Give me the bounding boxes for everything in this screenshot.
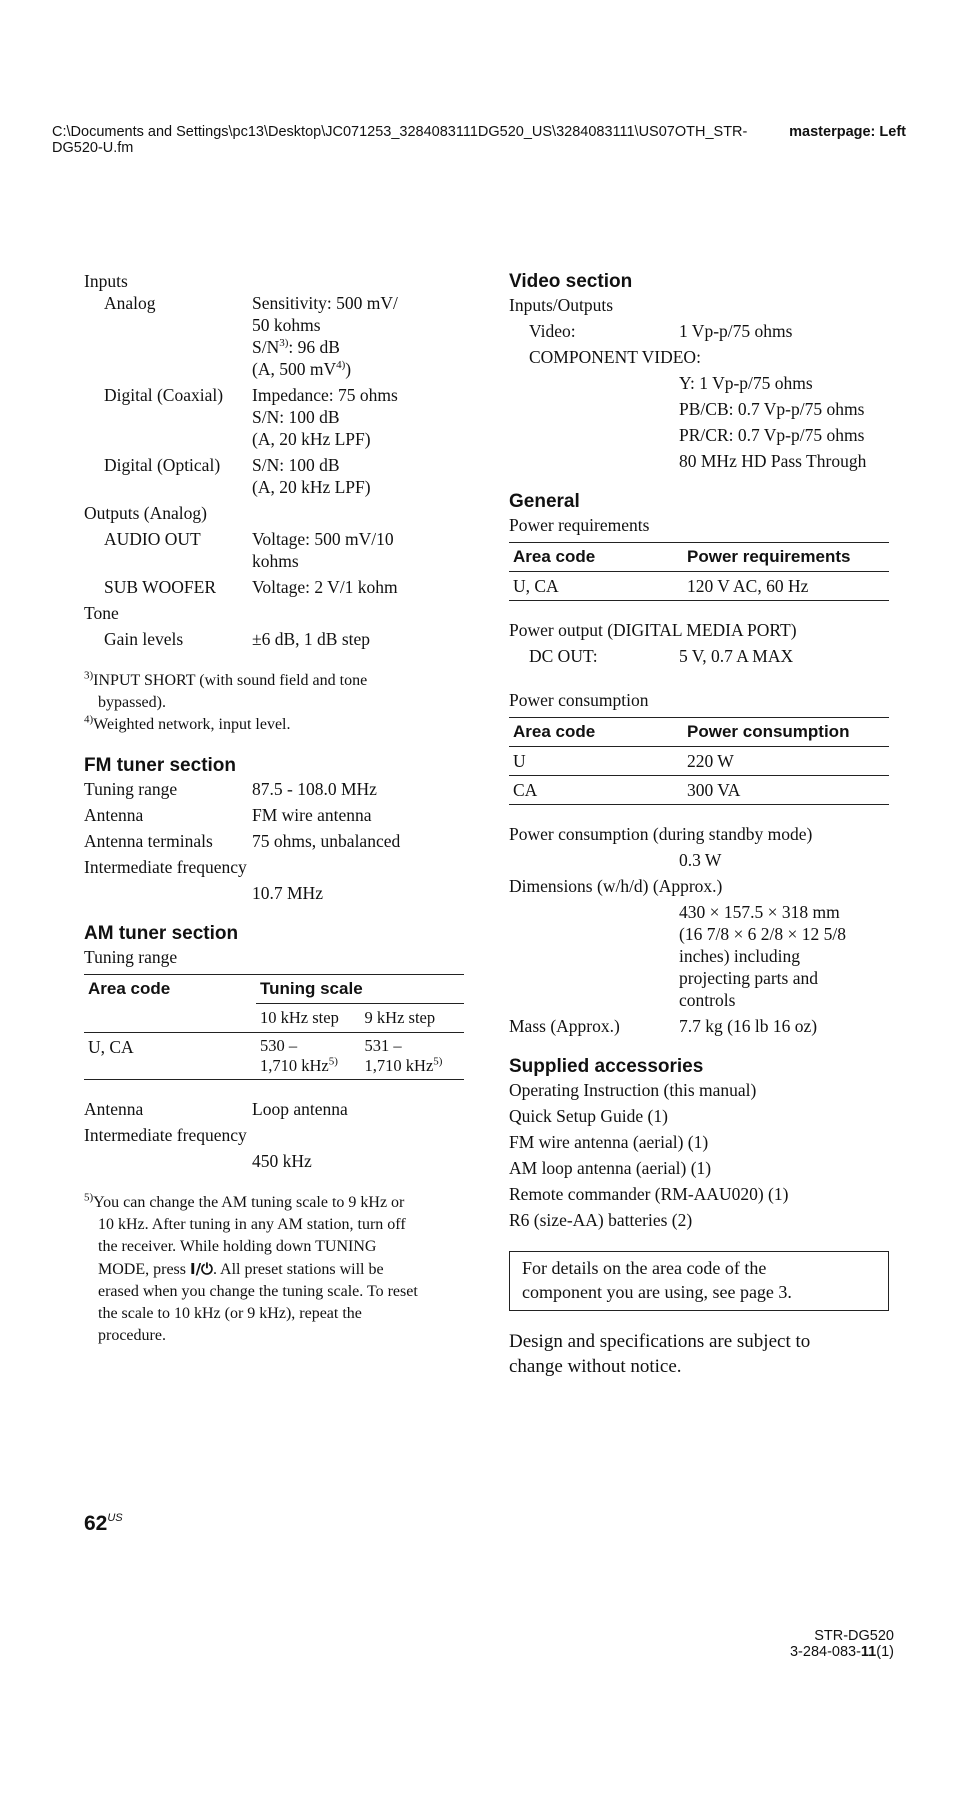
spec-value: Loop antenna (252, 1099, 348, 1119)
spec-row-fm-antenna (84, 804, 464, 826)
spec-label: Tuning range (84, 779, 178, 799)
table-row (509, 747, 889, 776)
table-cell-9khz: 531 – 1,710 kHz$^{5)}$ (364, 1036, 443, 1075)
spec-row-fm-antenna-terminals (84, 830, 464, 852)
power-requirements-label: Power requirements (509, 515, 650, 535)
spec-label: Mass (Approx.) (509, 1016, 620, 1036)
spec-label: Analog (104, 293, 156, 313)
section-title-video: Video section (509, 271, 633, 292)
spec-label: SUB WOOFER (104, 577, 216, 597)
table-header-power-requirements: Power requirements (687, 547, 851, 566)
table-cell-value: 220 W (687, 751, 734, 771)
accessories-list (509, 1079, 889, 1231)
standby-consumption-value: 0.3 W (679, 850, 722, 870)
list-item: Remote commander (RM-AAU020) (1) (509, 1184, 789, 1204)
table-cell-area: U, CA (88, 1037, 134, 1057)
am-tuning-scale-table (84, 974, 464, 1080)
spec-row-sub-woofer (84, 576, 464, 598)
spec-label: Gain levels (104, 629, 184, 649)
spec-value-line: PB/CB: 0.7 Vp-p/75 ohms (679, 399, 865, 419)
table-header-area-code: Area code (513, 547, 596, 566)
section-title-am-tuner: AM tuner section (84, 923, 239, 944)
list-item: AM loop antenna (aerial) (1) (509, 1158, 712, 1178)
spec-value: ±6 dB, 1 dB step (252, 629, 371, 649)
am-intermediate-frequency-label: Intermediate frequency (84, 1125, 247, 1145)
footnote-3: $^{3)}$INPUT SHORT (with sound field and tone bypassed). (84, 669, 368, 711)
spec-row-gain-levels (84, 628, 464, 650)
spec-value-line: $S/N^{3)}$: 96 dB (252, 337, 340, 357)
table-cell-area: U, CA (513, 576, 559, 596)
power-consumption-table (509, 717, 889, 805)
spec-label: Video: (529, 321, 576, 341)
dimensions-value: 430 × 157.5 × 318 mm (16 7/8 × 6 2/8 × 12 5/8 inches) including projecting parts and controls (679, 902, 847, 1010)
left-column (84, 270, 464, 1347)
spec-row-fm-tuning-range (84, 778, 464, 800)
spec-row-video (509, 320, 889, 342)
component-video-label: COMPONENT VIDEO: (529, 347, 701, 367)
component-video-values (509, 372, 889, 472)
spec-value-line: Sensitivity: 500 mV/ (252, 293, 398, 313)
right-column (509, 270, 889, 1379)
spec-row-am-antenna (84, 1098, 464, 1120)
table-header-power-consumption: Power consumption (687, 722, 850, 741)
spec-value: 75 ohms, unbalanced (252, 831, 401, 851)
spec-label: Antenna (84, 805, 144, 825)
list-item: Operating Instruction (this manual) (509, 1080, 757, 1100)
table-header-tuning-scale: Tuning scale (256, 975, 464, 1004)
fm-intermediate-frequency-label: Intermediate frequency (84, 857, 247, 877)
header-file-path: C:\Documents and Settings\pc13\Desktop\JC071253_3284083111DG520_US\3284083111\US07OTH_STR-DG520-U.fm (52, 124, 748, 156)
tone-label: Tone (84, 603, 119, 623)
spec-label: Antenna terminals (84, 831, 213, 851)
power-consumption-label: Power consumption (509, 690, 649, 710)
spec-label: Antenna (84, 1099, 144, 1119)
dimensions-label: Dimensions (w/h/d) (Approx.) (509, 876, 723, 896)
spec-value-line: 80 MHz HD Pass Through (679, 451, 867, 471)
section-title-supplied-accessories: Supplied accessories (509, 1056, 704, 1077)
spec-label: DC OUT: (529, 646, 598, 666)
spec-value: Voltage: 2 V/1 kohm (252, 577, 398, 597)
table-row (509, 572, 889, 601)
table-cell-value: 300 VA (687, 780, 741, 800)
power-output-label: Power output (DIGITAL MEDIA PORT) (509, 620, 797, 640)
spec-row-audio-out (84, 528, 464, 572)
table-row (509, 776, 889, 805)
spec-value: 1 Vp-p/75 ohms (679, 321, 793, 341)
footnote-5: $^{5)}$You can change the AM tuning scale to 9 kHz or 10 kHz. After tuning in any AM station, turn off the receiver. While holding down TUNING MODE, press I/⏻. All preset stations will be erased when you change the tuning scale. To reset the scale to 10 kHz (or 9 kHz), repeat the procedure. (84, 1191, 418, 1344)
table-header-area-code: Area code (513, 722, 596, 741)
specifications-notice: Design and specifications are subject to change without notice. (509, 1331, 811, 1377)
standby-consumption-label: Power consumption (during standby mode) (509, 824, 813, 844)
spec-value-line: 50 kohms (252, 315, 321, 335)
spec-row-optical (84, 454, 464, 498)
page-number: $62^{US}$ (84, 1512, 123, 1535)
table-cell-10khz: 530 – 1,710 kHz$^{5)}$ (260, 1036, 338, 1075)
spec-value-line: (A, 500 $mV^{4)}$) (252, 359, 352, 379)
table-header-9khz: 9 kHz step (364, 1008, 436, 1027)
spec-value: FM wire antenna (252, 805, 372, 825)
spec-value (252, 292, 464, 380)
spec-row-coaxial (84, 384, 464, 450)
power-requirements-table (509, 542, 889, 601)
spec-label: Digital (Optical) (104, 455, 221, 475)
inputs-label: Inputs (84, 271, 128, 291)
table-header-10khz: 10 kHz step (260, 1008, 339, 1027)
spec-row-dc-out (509, 645, 889, 667)
spec-value: S/N: 100 dB (A, 20 kHz LPF) (252, 455, 371, 497)
am-tuning-range-label: Tuning range (84, 947, 178, 967)
table-header-area-code: Area code (88, 979, 171, 999)
header-masterpage: masterpage: Left (789, 124, 906, 140)
footnote-4: $^{4)}$Weighted network, input level. (84, 713, 291, 733)
spec-value: 7.7 kg (16 lb 16 oz) (679, 1016, 818, 1036)
section-title-general: General (509, 491, 580, 512)
spec-label: AUDIO OUT (104, 529, 201, 549)
am-intermediate-frequency-value: 450 kHz (252, 1151, 312, 1171)
table-row (84, 1033, 464, 1080)
spec-row-analog (84, 292, 464, 380)
spec-label: Digital (Coaxial) (104, 385, 224, 405)
inputs-outputs-label: Inputs/Outputs (509, 295, 614, 315)
spec-value: 87.5 - 108.0 MHz (252, 779, 377, 799)
list-item: FM wire antenna (aerial) (1) (509, 1132, 709, 1152)
power-standby-icon: I/⏻ (190, 1260, 213, 1278)
footer-model-code: STR-DG520 3-284-083-11(1) (789, 1628, 894, 1660)
spec-row-mass (509, 1015, 889, 1037)
table-cell-value: 120 V AC, 60 Hz (687, 576, 809, 596)
spec-value-line: PR/CR: 0.7 Vp-p/75 ohms (679, 425, 865, 445)
list-item: Quick Setup Guide (1) (509, 1106, 668, 1126)
spec-value: Impedance: 75 ohms S/N: 100 dB (A, 20 kHz LPF) (252, 385, 398, 449)
fm-intermediate-frequency-value: 10.7 MHz (252, 883, 323, 903)
area-code-note-box: For details on the area code of the component you are using, see page 3. (509, 1251, 889, 1311)
list-item: R6 (size-AA) batteries (2) (509, 1210, 693, 1230)
spec-value: Voltage: 500 mV/10 kohms (252, 529, 394, 571)
outputs-label: Outputs (Analog) (84, 503, 207, 523)
section-title-fm-tuner: FM tuner section (84, 755, 237, 776)
spec-value: 5 V, 0.7 A MAX (679, 646, 794, 666)
table-cell-area: U (513, 751, 526, 771)
spec-value-line: Y: 1 Vp-p/75 ohms (679, 373, 813, 393)
table-cell-area: CA (513, 780, 538, 800)
